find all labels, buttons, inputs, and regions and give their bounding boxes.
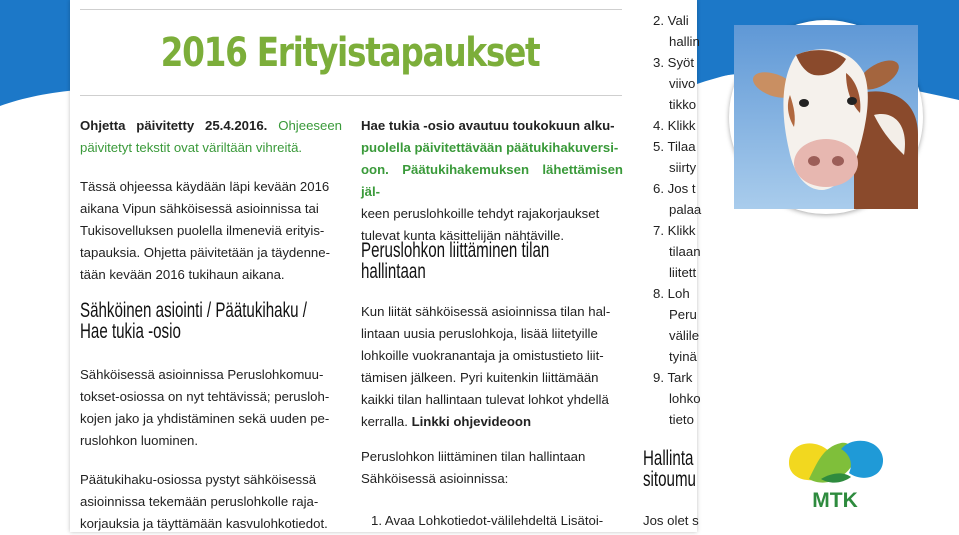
- cow-avatar: [729, 20, 923, 214]
- page-title: 2016 Erityistapaukset: [160, 30, 540, 76]
- text-line: lintaan uusia peruslohkoja, lisää liitetyille: [361, 326, 598, 341]
- section-heading-hallinta: Hallinta sitoumu: [643, 447, 696, 491]
- list-item-6: 6. Jos t: [653, 181, 696, 196]
- column-1: [80, 115, 342, 159]
- text-line: tulevat kunta käsittelijän nähtäville.: [361, 228, 565, 243]
- text-line: Tukisovelluksen puolella ilmeneviä erityis-: [80, 223, 325, 238]
- list-item-7-cont: tilaan: [669, 244, 701, 259]
- text-line: tokset-osiossa on nyt tehtävissä; perusloh-: [80, 389, 330, 404]
- intro-paragraph: [80, 176, 342, 286]
- hallinta-paragraph: Jos olet s: [643, 513, 699, 528]
- list-item-7: 7. Klikk: [653, 223, 696, 238]
- text-line: aikana Vipun sähköisessä asioinnissa tai: [80, 201, 319, 216]
- text-line: Sähköisessä asioinnissa:: [361, 471, 509, 486]
- list-item-8-cont: välile: [669, 328, 700, 343]
- text-line: lohkoille vuokranantaja ja omistustieto liit-: [361, 348, 604, 363]
- list-item: 1. Avaa Lohkotiedot-välilehdeltä Lisätoi-: [371, 513, 604, 528]
- text-line: keen peruslohkoille tehdyt rajakorjaukset: [361, 206, 600, 221]
- updated-note: Ohjetta päivitetty 25.4.2016.: [80, 118, 268, 133]
- text-line: Sähköisessä asioinnissa Peruslohkomuu-: [80, 367, 324, 382]
- list-item-2-cont: hallin: [669, 34, 700, 49]
- text-line: korjauksia ja täyttämään kasvulohkotiedot.: [80, 516, 328, 531]
- mtk-logo: [783, 433, 887, 515]
- text-line: Hae tukia -osio avautuu toukokuun alku-: [361, 118, 615, 133]
- list-item-3-cont: viivo: [669, 76, 696, 91]
- top-divider: [80, 9, 622, 10]
- logo-text: MTK: [812, 489, 858, 512]
- list-item-2: 2. Vali: [653, 13, 689, 28]
- text-line: tämisen jälkeen. Pyri kuitenkin liittämään: [361, 370, 599, 385]
- text-line: kaikki tilan hallintaan tulevat lohkot yhdellä: [361, 392, 609, 407]
- list-item-4: 4. Klikk: [653, 118, 696, 133]
- text-line: tapauksia. Ohjetta päivitetään ja täydenne-: [80, 245, 330, 260]
- text-line: kerralla.: [361, 414, 408, 429]
- text-line: Tässä ohjeessa käydään läpi kevään 2016: [80, 179, 330, 194]
- section-heading-asiointi: Sähköinen asiointi / Päätukihaku / Hae tukia -osio: [80, 299, 307, 343]
- list-item-3-cont: tikko: [669, 97, 697, 112]
- paatukihaku-paragraph: [80, 469, 342, 535]
- list-item-5-cont: siirty: [669, 160, 697, 175]
- list-item-3: 3. Syöt: [653, 55, 695, 70]
- text-line: Peruslohkon liittäminen tilan hallintaan: [361, 449, 586, 464]
- list-item-9-cont: tieto: [669, 412, 694, 427]
- column-2-intro: [361, 115, 623, 247]
- text-line: asioinnissa tekemään peruslohkolle raja-: [80, 494, 319, 509]
- cow-photo-icon: [734, 25, 918, 209]
- document-page: [70, 0, 702, 532]
- text-line: Päätukihaku-osiossa pystyt sähköisessä: [80, 472, 317, 487]
- text-line: oon. Päätukihakemuksen lähettämisen jäl-: [361, 162, 623, 199]
- text-line: Kun liität sähköisessä asioinnissa tilan hal-: [361, 304, 611, 319]
- peruslohko-paragraph: [80, 364, 342, 452]
- list-item-8-cont: tyinä: [669, 349, 697, 364]
- text-line: ruslohkon luominen.: [80, 433, 199, 448]
- list-item-7-cont: liitett: [669, 265, 697, 280]
- updated-explanation: Ohjeeseen päivitetyt tekstit ovat väriltään vihreitä.: [80, 118, 343, 155]
- list-item-5: 5. Tilaa: [653, 139, 696, 154]
- text-line: kojen jako ja yhdistäminen sekä uuden pe-: [80, 411, 330, 426]
- list-item-8-cont: Peru: [669, 307, 697, 322]
- list-item-8: 8. Loh: [653, 286, 690, 301]
- mtk-logo-icon: [783, 433, 887, 491]
- list-item-9: 9. Tark: [653, 370, 693, 385]
- title-divider: [80, 95, 622, 96]
- liittaminen-paragraph: [361, 301, 623, 433]
- video-link[interactable]: Linkki ohjevideoon: [411, 414, 532, 429]
- text-line: tään kevään 2016 tukihaun aikana.: [80, 267, 285, 282]
- section-heading-liittaminen: Peruslohkon liittäminen tilan hallintaan: [361, 239, 550, 283]
- instructions-intro: [361, 446, 623, 490]
- text-line: puolella päivitettävään päätukihakuversi-: [361, 140, 619, 155]
- list-item-9-cont: lohko: [669, 391, 701, 406]
- list-item-6-cont: palaa: [669, 202, 702, 217]
